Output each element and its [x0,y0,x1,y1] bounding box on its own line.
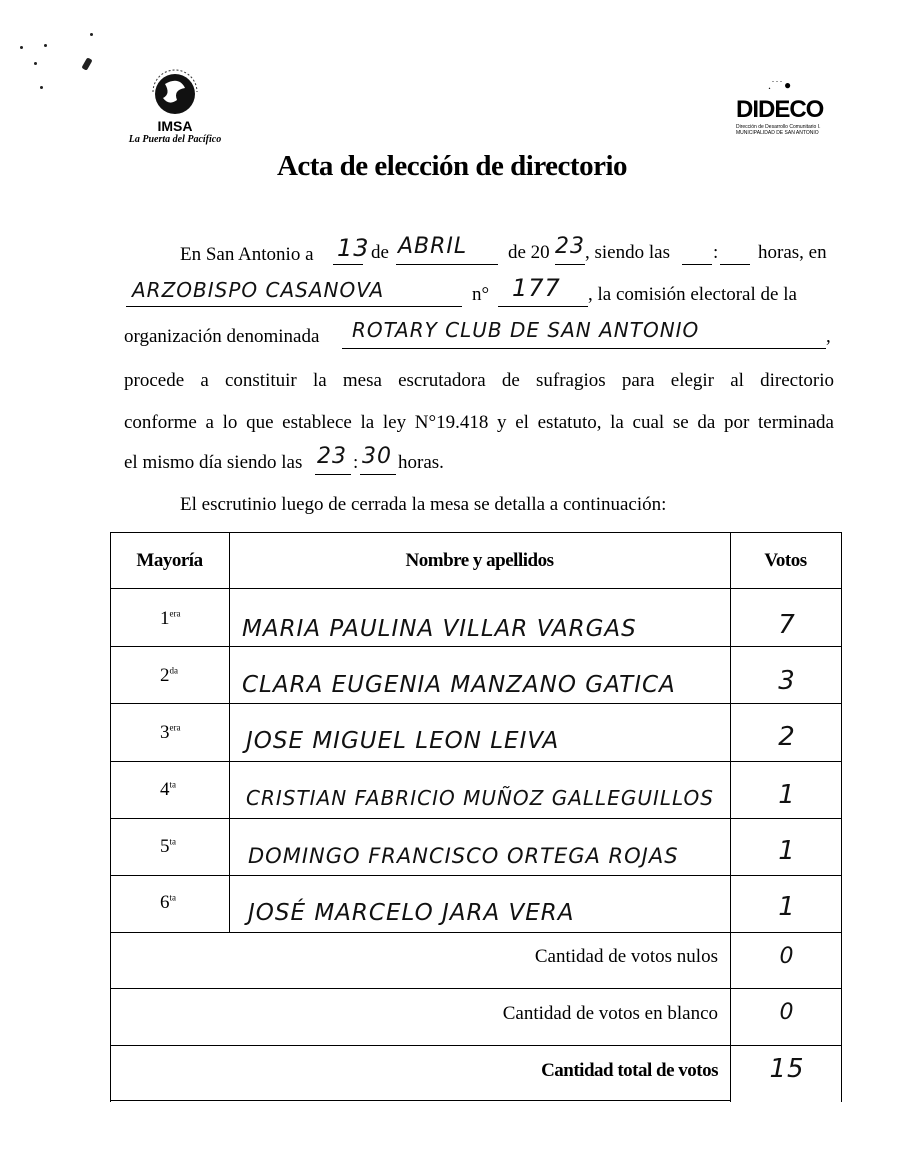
imsa-logo-tagline: La Puerta del Pacífico [128,134,222,145]
blank-votes-value: 0 [779,1000,795,1025]
table-row-3-votes: 2 [778,722,796,752]
document-title: Acta de elección de directorio [276,150,628,182]
table-row-5-votes: 1 [778,836,796,866]
total-votes-label: Cantidad total de votos [541,1060,718,1081]
table-row-1-rank: $1^{era}$ [160,608,181,629]
table-row-4-name: CRISTIAN FABRICIO MUÑOZ GALLEGUILLOS [246,786,714,810]
end-hour: 23 [317,444,347,469]
blank-votes-label: Cantidad de votos en blanco [502,1003,718,1024]
header-rank: Mayoría [136,550,203,571]
table-row-3-rank: $3^{era}$ [160,722,181,743]
table-row-4-votes: 1 [778,780,796,810]
organization-name: ROTARY CLUB DE SAN ANTONIO [352,318,700,342]
header-name: Nombre y apellidos [405,550,554,571]
dideco-dots-icon: .͘ ͘ ͘ ● [768,78,793,92]
dideco-logo-name: DIDECO [736,96,824,123]
table-row-5-name: DOMINGO FRANCISCO ORTEGA ROJAS [248,844,679,868]
election-results-table [110,532,842,1102]
table-row-2-votes: 3 [778,666,796,696]
table-row-1-name: MARIA PAULINA VILLAR VARGAS [242,616,637,642]
table-row-6-rank: $6^{ta}$ [160,892,176,913]
imsa-logo [120,62,230,152]
street-number: 177 [512,274,561,302]
date-year: 23 [555,234,585,259]
intro-line-4: procede a constituir la mesa escrutadora de sufragios para elegir al directorio [124,370,834,391]
table-row-2-name: CLARA EUGENIA MANZANO GATICA [242,672,676,698]
street-name: ARZOBISPO CASANOVA [132,278,385,302]
imsa-logo-name: IMSA [157,118,193,134]
dideco-logo-subtitle: Dirección de Desarrollo Comunitario I. MUNICIPALIDAD DE SAN ANTONIO [736,124,821,136]
null-votes-label: Cantidad de votos nulos [534,946,718,967]
table-row-6-name: JOSÉ MARCELO JARA VERA [248,900,575,926]
table-row-4-rank: $4^{ta}$ [160,779,176,800]
table-row-2-rank: $2^{da}$ [160,665,178,686]
null-votes-value: 0 [779,944,795,969]
header-votes: Votos [764,550,807,571]
table-row-1-votes: 7 [778,610,796,640]
total-votes-value: 15 [769,1054,805,1084]
imsa-emblem-icon [139,62,211,120]
intro-line-7: El escrutinio luego de cerrada la mesa se detalla a continuación: [180,494,667,515]
table-row-6-votes: 1 [778,892,796,922]
dideco-logo [722,78,842,148]
intro-line-5: conforme a lo que establece la ley N°19.418 y el estatuto, la cual se da por terminada [124,412,834,433]
date-month: ABRIL [398,234,468,259]
end-minute: 30 [362,444,392,469]
table-row-5-rank: $5^{ta}$ [160,836,176,857]
table-row-3-name: JOSE MIGUEL LEON LEIVA [246,728,560,754]
date-day: 13 [337,234,370,262]
